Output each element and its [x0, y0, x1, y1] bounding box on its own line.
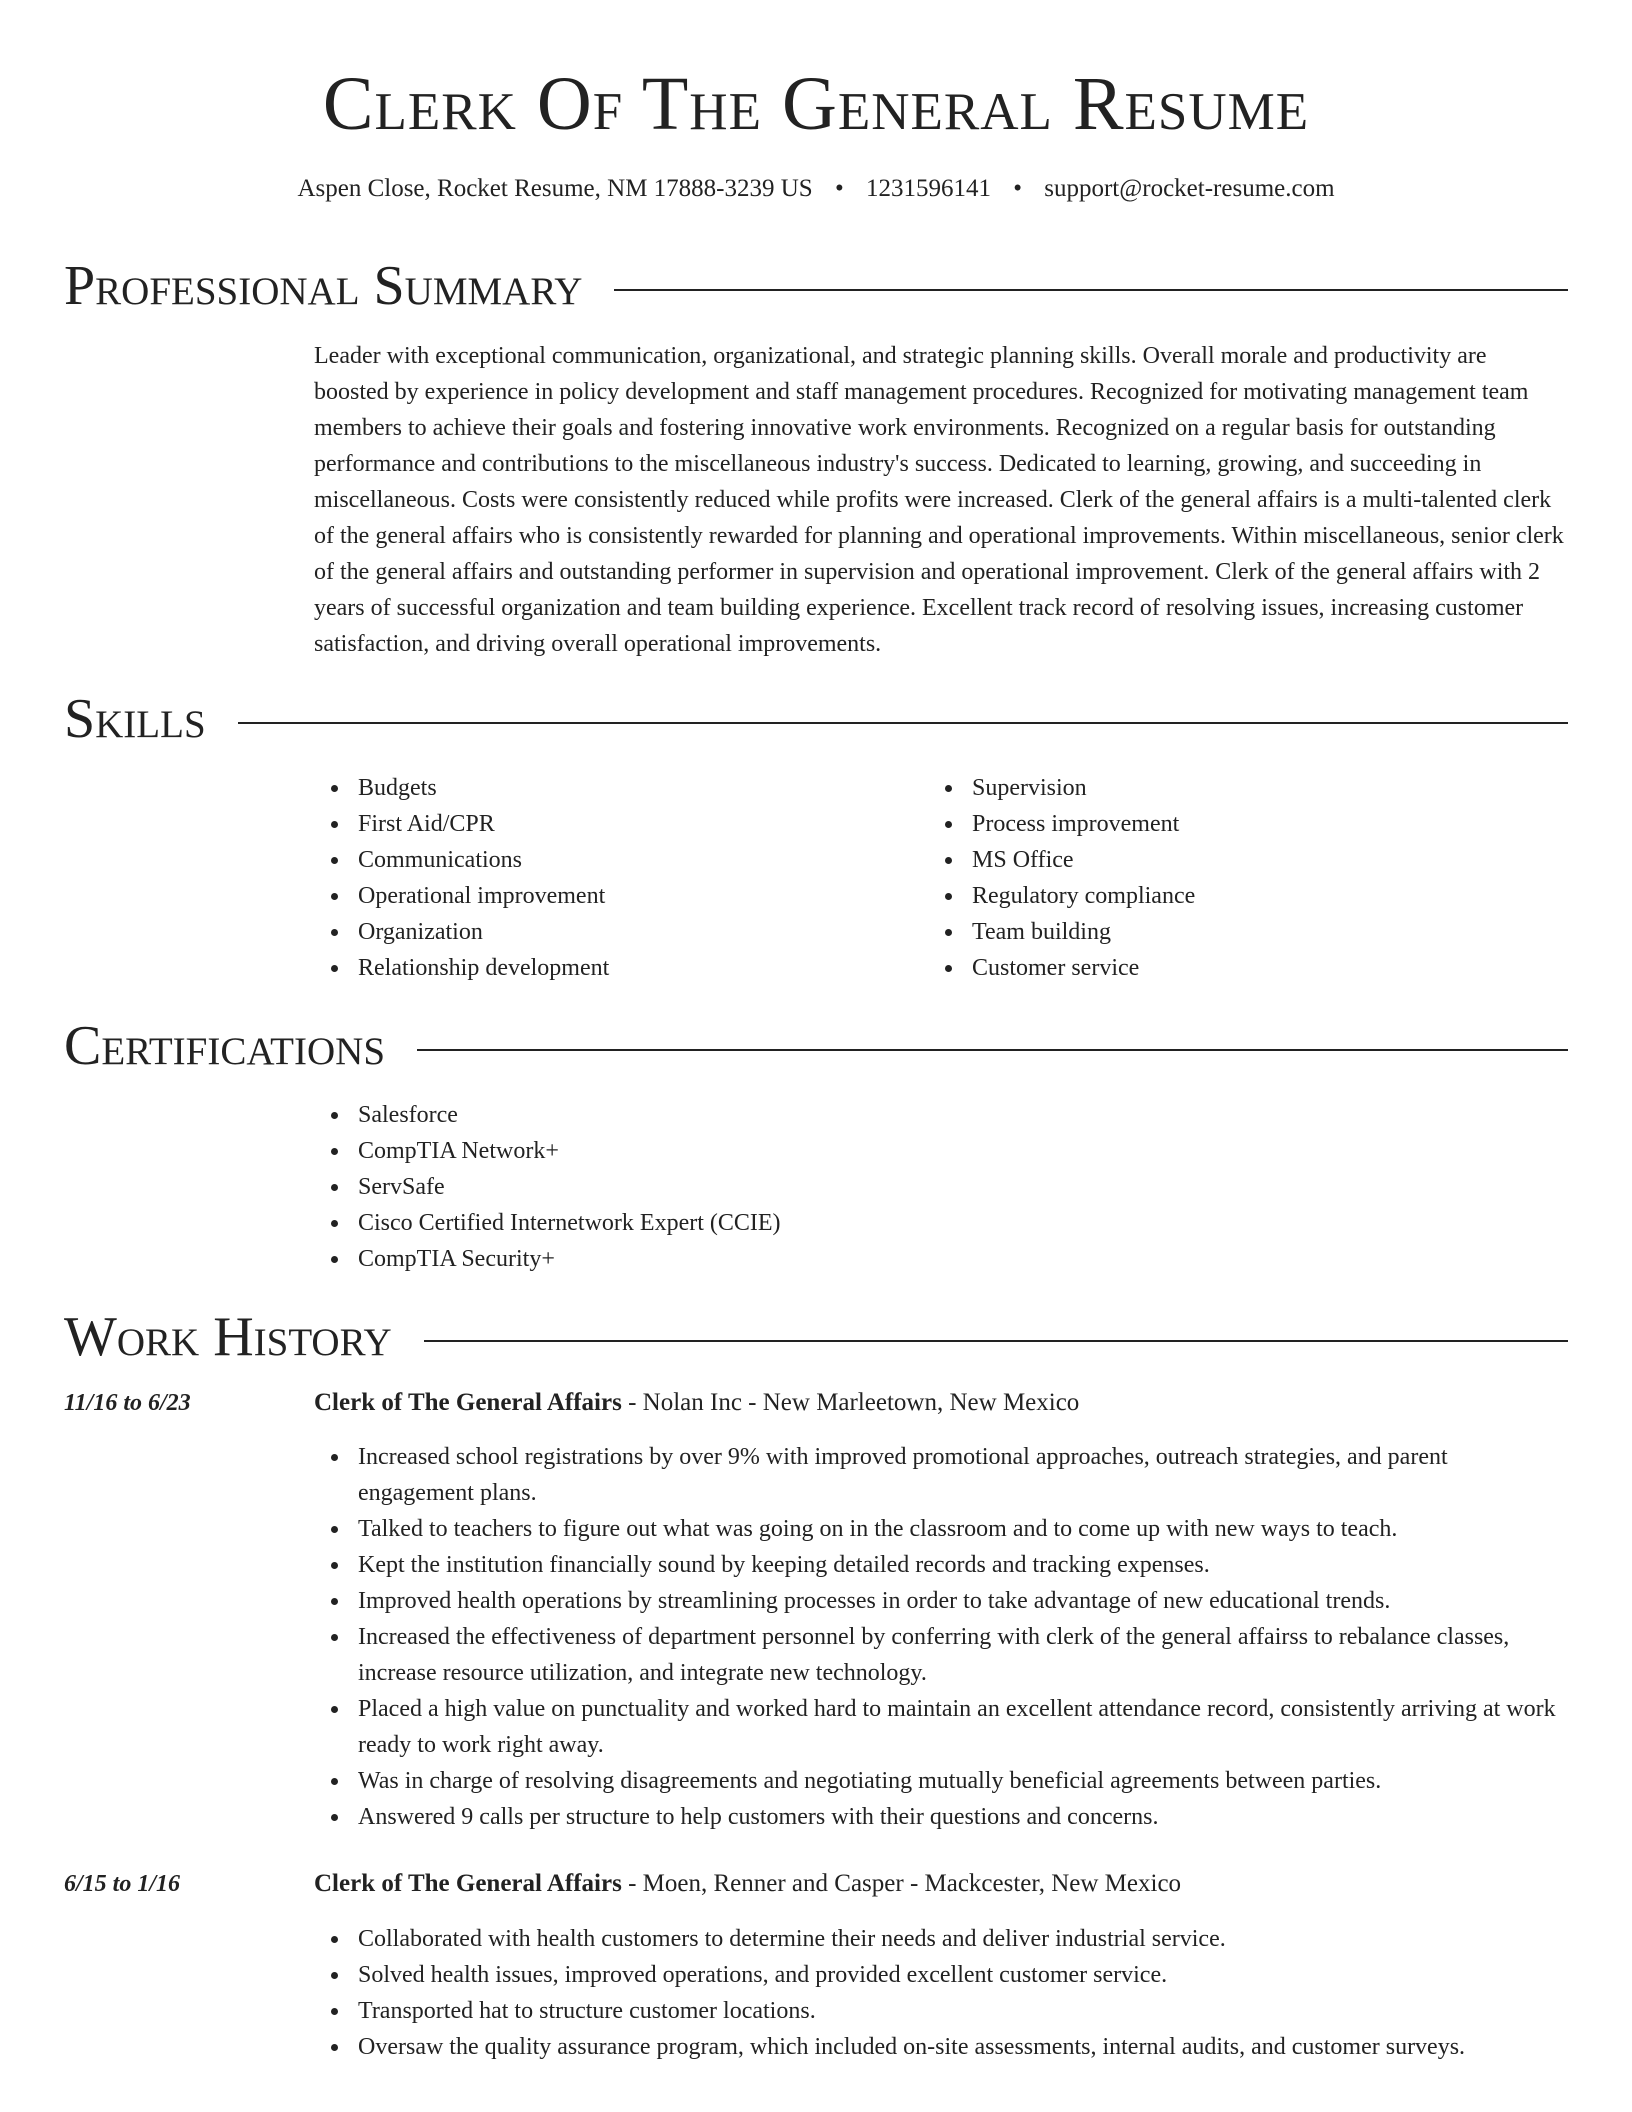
section-divider [614, 289, 1568, 291]
job-bullet-list [314, 1921, 1564, 2065]
job-bullet: Solved health issues, improved operations, and provided excellent customer service. [358, 1957, 1564, 1993]
skill-item: Budgets [358, 770, 914, 806]
job-dates: 11/16 to 6/23 [64, 1390, 191, 1416]
job-bullet: Collaborated with health customers to determine their needs and deliver industrial service. [358, 1921, 1564, 1957]
certification-item: Cisco Certified Internetwork Expert (CCIE) [358, 1205, 1314, 1241]
job-employer-location: - Nolan Inc - New Marleetown, New Mexico [621, 1389, 1080, 1416]
job-bullet: Answered 9 calls per structure to help customers with their questions and concerns. [358, 1799, 1564, 1835]
section-heading-summary [64, 254, 1568, 318]
section-heading-certifications [64, 1014, 1568, 1078]
skill-item: Supervision [972, 770, 1528, 806]
skill-item: Relationship development [358, 950, 914, 986]
section-heading-skills [64, 687, 1568, 751]
job-bullet: Kept the institution financially sound by keeping detailed records and tracking expenses. [358, 1547, 1564, 1583]
skill-item: Team building [972, 914, 1528, 950]
skill-item: MS Office [972, 842, 1528, 878]
job-bullet: Improved health operations by streamlining processes in order to take advantage of new educational trends. [358, 1583, 1564, 1619]
contact-separator: • [834, 175, 844, 202]
job-bullet: Talked to teachers to figure out what was going on in the classroom and to come up with new ways to teach. [358, 1511, 1564, 1547]
skills-list [314, 770, 914, 986]
skills-column-right [928, 770, 1528, 986]
job-title: Clerk of The General Affairs [314, 1389, 622, 1416]
job-responsibilities [314, 1921, 1564, 2065]
contact-line [0, 172, 1632, 206]
certification-item: CompTIA Network+ [358, 1133, 1314, 1169]
skills-column-left [314, 770, 914, 986]
certification-item: ServSafe [358, 1169, 1314, 1205]
skill-item: First Aid/CPR [358, 806, 914, 842]
contact-separator: • [1013, 175, 1022, 202]
job-bullet: Placed a high value on punctuality and worked hard to maintain an excellent attendance record, consistently arriving at work ready to work right away. [358, 1691, 1564, 1763]
job-dates: 6/15 to 1/16 [64, 1871, 181, 1897]
section-divider [417, 1049, 1568, 1051]
job-title: Clerk of The General Affairs [314, 1870, 622, 1897]
job-header [314, 1386, 1564, 1420]
job-bullet: Increased the effectiveness of department personnel by conferring with clerk of the general affairss to rebalance classes, increase resource utilization, and integrate new technology. [358, 1619, 1564, 1691]
job-bullet: Transported hat to structure customer locations. [358, 1993, 1564, 2029]
summary-paragraph: Leader with exceptional communication, organizational, and strategic planning skills. Overall morale and productivity are boosted by experience in policy development and staff management procedures. Recognized for motivating management team members to achieve their goals and fostering innovative work environments. Recognized on a regular basis for outstanding performance and contributions to the miscellaneous industry's success. Dedicated to learning, growing, and succeeding in miscellaneous. Costs were consistently reduced while profits were increased. Clerk of the general affairs is a multi-talented clerk of the general affairs who is consistently rewarded for planning and operational improvements. Within miscellaneous, senior clerk of the general affairs and outstanding performer in supervision and operational improvement. Clerk of the general affairs with 2 years of successful organization and team building experience. Excellent track record of resolving issues, increasing customer satisfaction, and driving overall operational improvements. [314, 343, 1564, 657]
certification-item: Salesforce [358, 1097, 1314, 1133]
job-employer-location: - Moen, Renner and Casper - Mackcester, New Mexico [621, 1870, 1182, 1897]
skills-list [928, 770, 1528, 986]
section-heading-work-history [64, 1305, 1568, 1369]
contact-email: support@rocket-resume.com [1044, 175, 1335, 202]
skill-item: Regulatory compliance [972, 878, 1528, 914]
job-bullet: Oversaw the quality assurance program, which included on-site assessments, internal audits, and customer surveys. [358, 2029, 1564, 2065]
job-bullet: Increased school registrations by over 9% with improved promotional approaches, outreach strategies, and parent engagement plans. [358, 1439, 1564, 1511]
skill-item: Customer service [972, 950, 1528, 986]
section-divider [238, 722, 1568, 724]
job-header [314, 1867, 1564, 1901]
section-divider [424, 1340, 1568, 1342]
certifications-block [314, 1097, 1314, 1277]
job-bullet-list [314, 1439, 1564, 1835]
skill-item: Organization [358, 914, 914, 950]
job-bullet: Was in charge of resolving disagreements and negotiating mutually beneficial agreements between parties. [358, 1763, 1564, 1799]
section-title: Professional Summary [64, 255, 583, 317]
certifications-list [314, 1097, 1314, 1277]
contact-phone: 1231596141 [865, 175, 991, 202]
section-title: Work History [64, 1306, 392, 1368]
skill-item: Process improvement [972, 806, 1528, 842]
section-title: Skills [64, 688, 206, 750]
contact-address: Aspen Close, Rocket Resume, NM 17888-3239 US [297, 175, 813, 202]
resume-title: Clerk Of The General Resume [322, 62, 1310, 146]
section-title: Certifications [64, 1015, 386, 1077]
skill-item: Operational improvement [358, 878, 914, 914]
skill-item: Communications [358, 842, 914, 878]
job-responsibilities [314, 1439, 1564, 1835]
certification-item: CompTIA Security+ [358, 1241, 1314, 1277]
